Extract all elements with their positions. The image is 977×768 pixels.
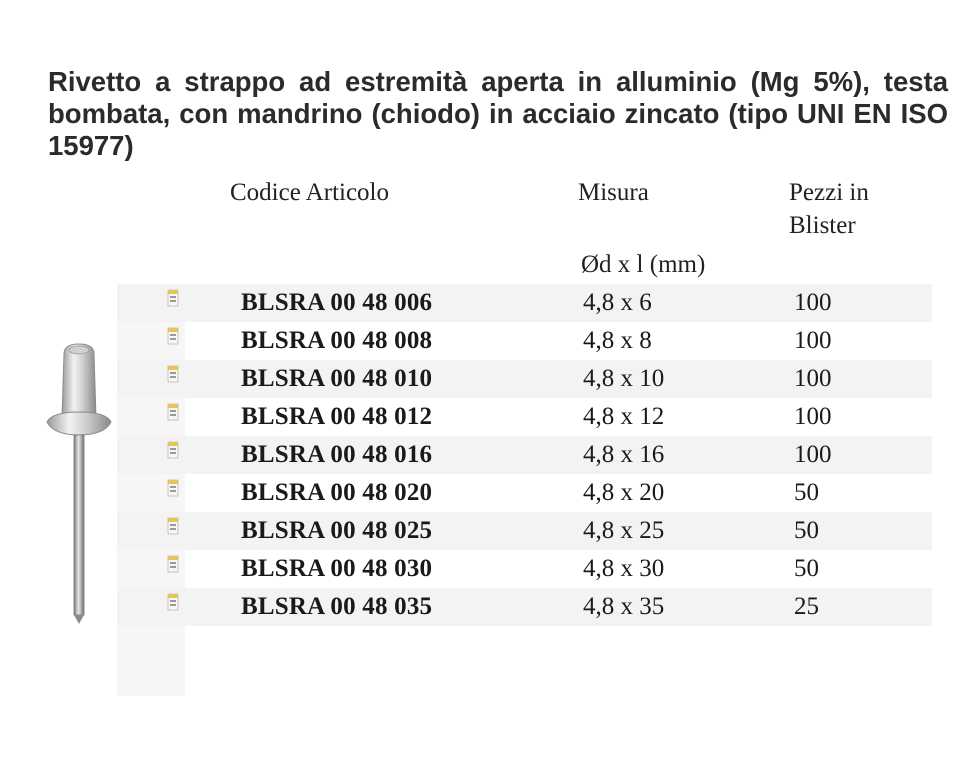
item-code: BLSRA 00 48 030	[241, 555, 433, 582]
item-code: BLSRA 00 48 010	[241, 365, 433, 392]
item-size: 4,8 x 16	[583, 441, 665, 468]
table-row	[117, 284, 932, 322]
table-row	[117, 512, 932, 550]
product-title: Rivetto a strappo ad estremità aperta in alluminio (Mg 5%), testa bombata, con mandrino (chiodo) in acciaio zincato (tipo UNI EN ISO 15977)	[48, 66, 948, 161]
blister-pack-icon	[167, 517, 179, 535]
header-size-unit: Ød x l (mm)	[581, 251, 706, 278]
table-row	[117, 360, 932, 398]
blister-pack-icon	[167, 327, 179, 345]
item-pieces: 100	[794, 365, 832, 392]
item-code: BLSRA 00 48 016	[241, 441, 433, 468]
item-pieces: 100	[794, 403, 832, 430]
item-pieces: 50	[794, 517, 819, 544]
item-size: 4,8 x 25	[583, 517, 665, 544]
header-pieces: Pezzi in Blister	[789, 179, 869, 239]
item-code: BLSRA 00 48 006	[241, 289, 433, 316]
item-size: 4,8 x 6	[583, 289, 652, 316]
table-row	[117, 398, 932, 436]
table-row	[117, 436, 932, 474]
item-code: BLSRA 00 48 008	[241, 327, 433, 354]
blister-pack-icon	[167, 479, 179, 497]
item-size: 4,8 x 20	[583, 479, 665, 506]
item-pieces: 50	[794, 555, 819, 582]
item-size: 4,8 x 35	[583, 593, 665, 620]
item-code: BLSRA 00 48 025	[241, 517, 433, 544]
blister-pack-icon	[167, 593, 179, 611]
rivet-icon	[44, 340, 114, 630]
header-code: Codice Articolo	[230, 179, 389, 206]
item-pieces: 50	[794, 479, 819, 506]
item-size: 4,8 x 30	[583, 555, 665, 582]
blister-pack-icon	[167, 441, 179, 459]
item-size: 4,8 x 12	[583, 403, 665, 430]
header-size: Misura	[578, 179, 649, 206]
table-row	[117, 474, 932, 512]
item-pieces: 100	[794, 327, 832, 354]
blister-pack-icon	[167, 365, 179, 383]
item-pieces: 25	[794, 593, 819, 620]
table-row	[117, 588, 932, 626]
item-size: 4,8 x 8	[583, 327, 652, 354]
item-pieces: 100	[794, 441, 832, 468]
table-row	[117, 322, 932, 360]
table-row	[117, 550, 932, 588]
item-code: BLSRA 00 48 012	[241, 403, 433, 430]
item-pieces: 100	[794, 289, 832, 316]
blister-pack-icon	[167, 289, 179, 307]
item-code: BLSRA 00 48 035	[241, 593, 433, 620]
blister-pack-icon	[167, 555, 179, 573]
item-size: 4,8 x 10	[583, 365, 665, 392]
blister-pack-icon	[167, 403, 179, 421]
item-code: BLSRA 00 48 020	[241, 479, 433, 506]
